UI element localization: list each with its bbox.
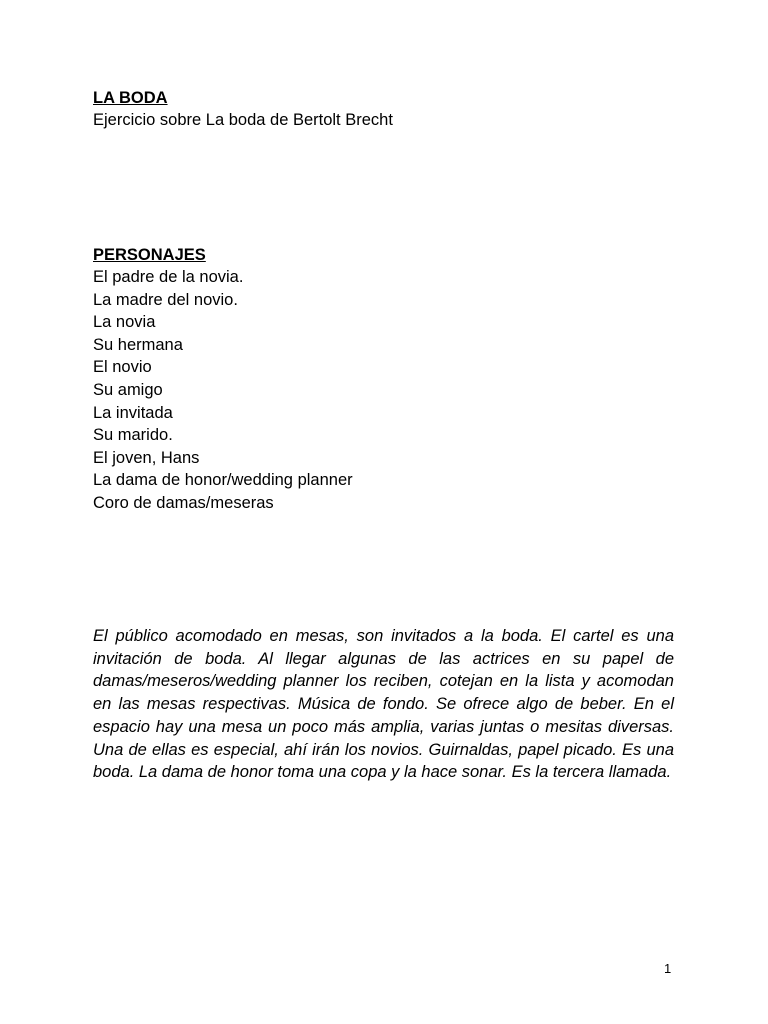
character-item: Coro de damas/meseras xyxy=(93,493,274,512)
character-item: El padre de la novia. xyxy=(93,268,244,286)
characters-heading: PERSONAJES xyxy=(93,246,206,264)
character-item: Su amigo xyxy=(93,380,163,399)
document-subtitle: Ejercicio sobre La boda de Bertolt Brecht xyxy=(93,111,393,129)
character-item: La invitada xyxy=(93,403,173,422)
character-item: Su marido. xyxy=(93,426,173,445)
character-item: El novio xyxy=(93,358,152,377)
character-item: La novia xyxy=(93,313,156,332)
character-item: El joven, Hans xyxy=(93,448,200,467)
stage-direction-paragraph: El público acomodado en mesas, son invitados a la boda. El cartel es una invitación de boda. Al llegar algunas de las actrices en su papel de damas/meseros/wedding planner los reciben, cotejan en la lista y acomodan en las mesas respectivas. Música de fondo. Se ofrece algo de beber. En el espacio hay una mesa un poco más amplia, varias juntas o mesitas diversas. Una de ellas es especial, ahí irán los novios. Guirnaldas, papel picado. Es una boda. La dama de honor toma una copa y la hace sonar. Es la tercera llamada. xyxy=(93,627,674,782)
document-title: LA BODA xyxy=(93,89,168,107)
character-item: Su hermana xyxy=(93,335,183,354)
character-item: La madre del novio. xyxy=(93,290,238,309)
character-item: La dama de honor/wedding planner xyxy=(93,471,353,490)
characters-list xyxy=(93,266,353,515)
page-number: 1 xyxy=(664,961,672,976)
